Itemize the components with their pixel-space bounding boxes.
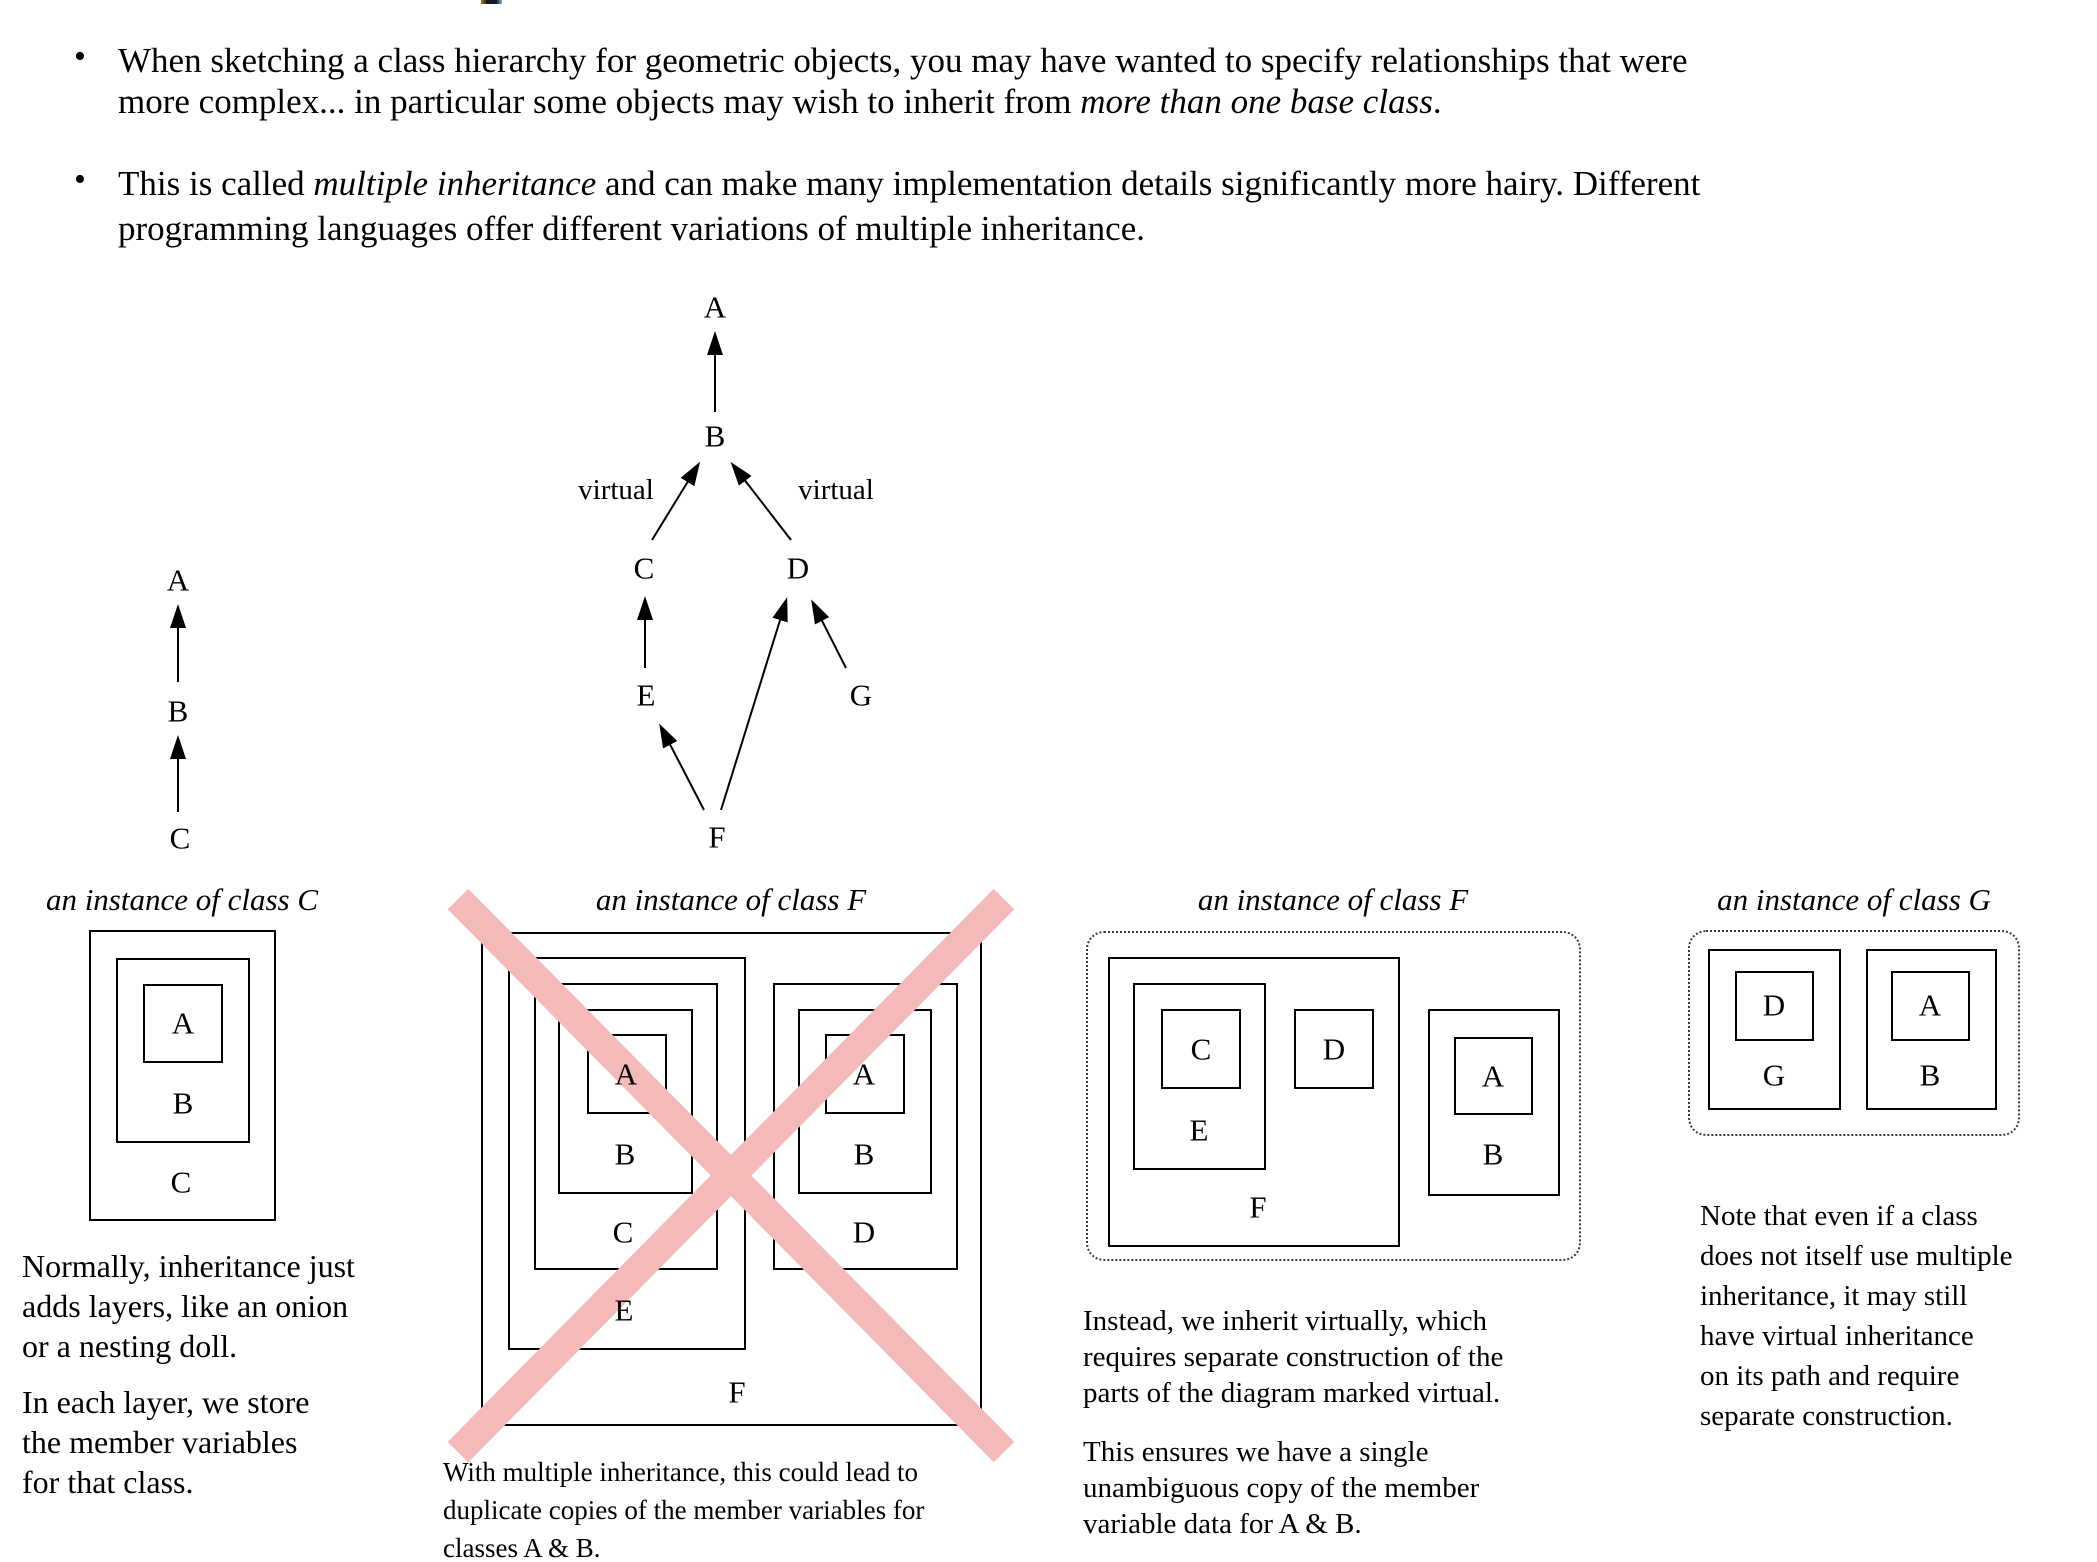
arrow-d-to-b-virtual bbox=[733, 465, 791, 540]
bullet-marker: • bbox=[74, 38, 86, 75]
note-line: In each layer, we store bbox=[22, 1384, 310, 1420]
instance-fvirt-note-para2 bbox=[1083, 1434, 1479, 1542]
text-segment-italic: more than one base class bbox=[1080, 82, 1433, 121]
bullet2-line2 bbox=[118, 208, 1145, 250]
arrow-f-to-e bbox=[661, 727, 704, 810]
note-line: Normally, inheritance just bbox=[22, 1248, 355, 1284]
note-line: or a nesting doll. bbox=[22, 1328, 238, 1364]
graph-node-a: A bbox=[703, 289, 727, 325]
note-line: With multiple inheritance, this could lead to bbox=[443, 1457, 919, 1487]
note-line: requires separate construction of the bbox=[1083, 1341, 1504, 1373]
instance-fbad-label-d: D bbox=[852, 1214, 876, 1250]
instance-fbad-label-b-left: B bbox=[614, 1136, 636, 1172]
graph-node-g: G bbox=[849, 677, 873, 713]
text-segment: programming languages offer different variations of multiple inheritance. bbox=[118, 209, 1145, 248]
instance-c-label-b: B bbox=[172, 1085, 194, 1121]
note-line: for that class. bbox=[22, 1464, 194, 1500]
note-line: Instead, we inherit virtually, which bbox=[1083, 1305, 1488, 1337]
graph-node-f: F bbox=[708, 819, 726, 855]
bullet-marker: • bbox=[74, 161, 86, 198]
text-segment: When sketching a class hierarchy for geometric objects, you may have wanted to specify relationships that were bbox=[118, 41, 1688, 80]
note-line: unambiguous copy of the member bbox=[1083, 1472, 1480, 1504]
text-segment: . bbox=[1432, 82, 1442, 121]
instance-fvirt-label-f: F bbox=[1249, 1189, 1267, 1225]
arrow-f-to-d bbox=[721, 601, 786, 810]
text-segment: This is called bbox=[118, 164, 314, 203]
graph-node-b: B bbox=[704, 418, 726, 454]
caption-instance-f-virtual: an instance of class F bbox=[1197, 882, 1469, 917]
instance-g-note bbox=[1700, 1196, 2013, 1436]
instance-g-label-g: G bbox=[1762, 1057, 1786, 1093]
graph-node-c: C bbox=[633, 550, 655, 586]
note-line: variable data for A & B. bbox=[1083, 1508, 1362, 1540]
instance-fbad-label-a-right: A bbox=[852, 1056, 876, 1092]
instance-c-label-a: A bbox=[171, 1005, 195, 1041]
graph-node-e: E bbox=[636, 677, 656, 713]
instance-fvirt-label-b: B bbox=[1482, 1136, 1504, 1172]
caption-instance-f-bad: an instance of class F bbox=[595, 882, 867, 917]
graph-node-d: D bbox=[786, 550, 810, 586]
instance-c-label-c: C bbox=[170, 1164, 192, 1200]
text-segment: and can make many implementation details significantly more hairy. Different bbox=[596, 164, 1701, 203]
instance-g-label-b: B bbox=[1919, 1057, 1941, 1093]
arrow-c-to-b-virtual bbox=[652, 465, 698, 540]
note-line: does not itself use multiple bbox=[1700, 1240, 2013, 1272]
bullet1-line2 bbox=[118, 81, 1442, 123]
class-hierarchy-diagrams bbox=[0, 260, 960, 880]
instance-fbad-label-f: F bbox=[728, 1374, 746, 1410]
note-line: inheritance, it may still bbox=[1700, 1280, 1968, 1312]
note-line: the member variables bbox=[22, 1424, 298, 1460]
note-line: duplicate copies of the member variables for bbox=[443, 1495, 925, 1525]
instance-fvirt-label-d: D bbox=[1322, 1031, 1346, 1067]
caption-instance-c: an instance of class C bbox=[45, 882, 319, 917]
instance-g-label-a: A bbox=[1918, 987, 1942, 1023]
instance-c-note-para2 bbox=[22, 1382, 309, 1502]
virtual-label-right: virtual bbox=[798, 474, 874, 506]
instance-fbad-label-e: E bbox=[614, 1292, 634, 1328]
instance-fvirt-note-para1 bbox=[1083, 1303, 1503, 1411]
note-line: have virtual inheritance bbox=[1700, 1320, 1974, 1352]
note-line: Note that even if a class bbox=[1700, 1200, 1978, 1232]
note-line: classes A & B. bbox=[443, 1533, 601, 1562]
clipped-header-fragment bbox=[481, 0, 502, 4]
simple-node-a: A bbox=[166, 562, 190, 598]
instance-fbad-label-c: C bbox=[612, 1214, 634, 1250]
virtual-label-left: virtual bbox=[578, 474, 654, 506]
instance-fvirt-label-c: C bbox=[1190, 1031, 1212, 1067]
instance-fbad-label-a-left: A bbox=[614, 1056, 638, 1092]
instance-fbad-note bbox=[443, 1453, 924, 1562]
note-line: parts of the diagram marked virtual. bbox=[1083, 1377, 1501, 1409]
instance-fbad-label-b-right: B bbox=[853, 1136, 875, 1172]
bullet2-line1 bbox=[118, 163, 1700, 205]
instance-fvirt-label-e: E bbox=[1189, 1112, 1209, 1148]
bullet1-line1 bbox=[118, 40, 1688, 82]
instance-g-label-d: D bbox=[1762, 987, 1786, 1023]
caption-instance-g: an instance of class G bbox=[1717, 882, 1991, 917]
simple-node-b: B bbox=[167, 693, 189, 729]
note-line: This ensures we have a single bbox=[1083, 1436, 1429, 1468]
note-line: adds layers, like an onion bbox=[22, 1288, 349, 1324]
simple-node-c: C bbox=[169, 820, 191, 856]
note-line: separate construction. bbox=[1700, 1400, 1953, 1432]
instance-fvirt-label-a: A bbox=[1481, 1058, 1505, 1094]
note-line: on its path and require bbox=[1700, 1360, 1960, 1392]
text-segment-italic: multiple inheritance bbox=[313, 164, 597, 203]
arrow-g-to-d bbox=[813, 603, 846, 668]
text-segment: more complex... in particular some objects may wish to inherit from bbox=[118, 82, 1081, 121]
instance-c-note-para1 bbox=[22, 1246, 355, 1366]
